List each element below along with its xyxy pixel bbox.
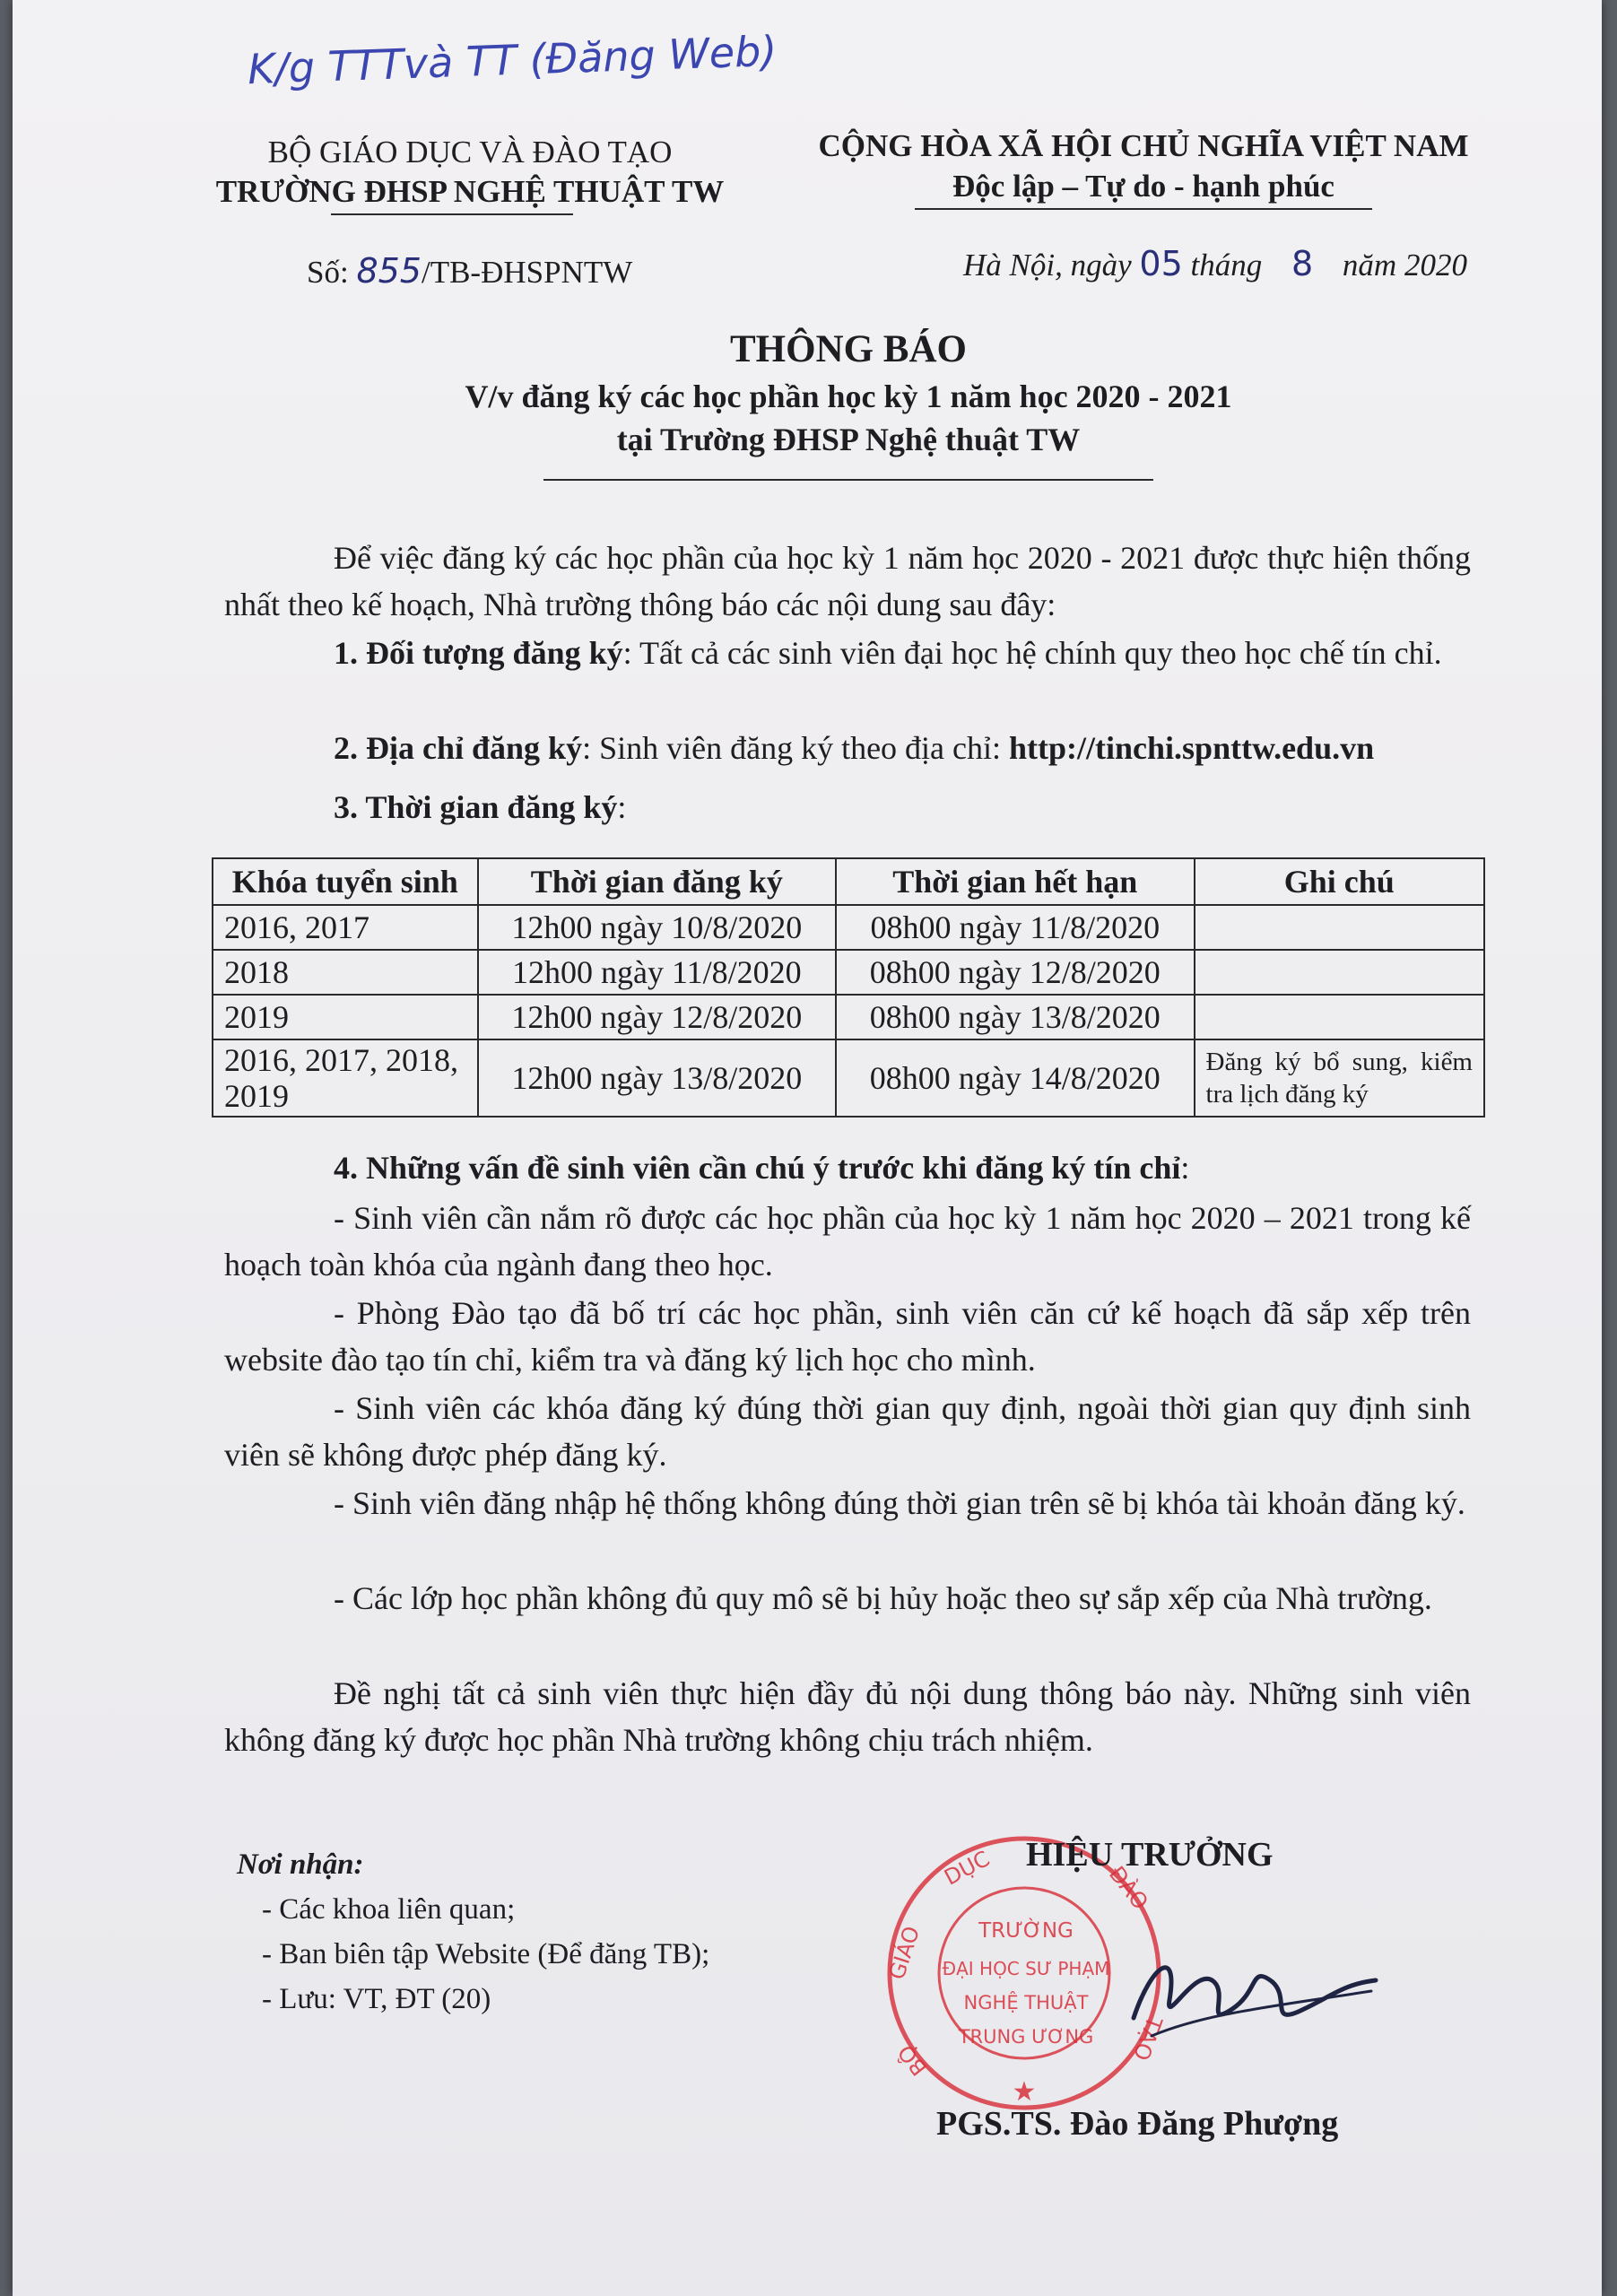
- seal-star-icon: ★: [1012, 2076, 1037, 2108]
- recipients-block: [237, 1842, 709, 2022]
- section-4-item: - Sinh viên cần nắm rõ được các học phần của học kỳ 1 năm học 2020 – 2021 trong kế hoạch toàn khóa của ngành đang theo học.: [224, 1200, 1471, 1283]
- section-3-text: :: [617, 789, 627, 825]
- document-subtitle-1: V/v đăng ký các học phần học kỳ 1 năm học 2020 - 2021: [465, 378, 1232, 414]
- table-header-cell: Khóa tuyển sinh: [213, 858, 478, 905]
- document-number: [307, 251, 632, 291]
- table-header-cell: Thời gian đăng ký: [478, 858, 836, 905]
- intro-paragraph: Để việc đăng ký các học phần của học kỳ 1 năm học 2020 - 2021 được thực hiện thống nhất theo kế hoạch, Nhà trường thông báo các nội dung sau đây:: [224, 540, 1471, 622]
- start-time-cell: 12h00 ngày 10/8/2020: [478, 905, 836, 950]
- seal-ring-top: DỤC: [940, 1846, 995, 1891]
- doc-number-suffix: /TB-ĐHSPNTW: [421, 255, 633, 290]
- section-4-item: - Các lớp học phần không đủ quy mô sẽ bị hủy hoặc theo sự sắp xếp của Nhà trường.: [334, 1580, 1432, 1616]
- section-1-text: : Tất cả các sinh viên đại học hệ chính quy theo học chế tín chỉ.: [622, 635, 1442, 671]
- start-time-cell: 12h00 ngày 13/8/2020: [478, 1039, 836, 1117]
- start-time-cell: 12h00 ngày 12/8/2020: [478, 995, 836, 1039]
- seal-line: TRƯỜNG: [978, 1919, 1074, 1943]
- signer-name: PGS.TS. Đào Đăng Phượng: [936, 2105, 1339, 2143]
- section-3-label: 3. Thời gian đăng ký: [334, 789, 618, 825]
- note-cell: [1195, 995, 1484, 1039]
- registration-schedule-table: [212, 857, 1485, 1118]
- cohort-cell: 2019: [213, 995, 478, 1039]
- seal-line: TRUNG ƯƠNG: [958, 2026, 1094, 2048]
- section-4: [224, 1144, 1471, 1191]
- date-month: 8: [1291, 244, 1314, 283]
- motto-underline: [915, 208, 1372, 210]
- handwritten-signature: [1116, 1928, 1385, 2054]
- doc-number-prefix: Số:: [307, 255, 349, 290]
- section-2-label: 2. Địa chỉ đăng ký: [334, 730, 583, 766]
- section-2: [224, 725, 1471, 771]
- school-name-underline: [331, 213, 573, 215]
- section-4-label: 4. Những vấn đề sinh viên cần chú ý trước khi đăng ký tín chỉ: [334, 1150, 1181, 1186]
- section-4-text: :: [1180, 1150, 1190, 1186]
- end-time-cell: 08h00 ngày 11/8/2020: [836, 905, 1194, 950]
- table-row: [213, 995, 1484, 1039]
- section-4-item: - Sinh viên đăng nhập hệ thống không đúng thời gian trên sẽ bị khóa tài khoản đăng ký.: [334, 1485, 1465, 1521]
- seal-ring-bottom: BỘ: [892, 2039, 933, 2081]
- note-cell: [1195, 905, 1484, 950]
- document-date: [963, 244, 1467, 283]
- end-time-cell: 08h00 ngày 12/8/2020: [836, 950, 1194, 995]
- header-right: [789, 126, 1498, 210]
- section-3: [224, 784, 1471, 831]
- table-row: [213, 905, 1484, 950]
- school-name: TRƯỜNG ĐHSP NGHỆ THUẬT TW: [215, 174, 725, 209]
- seal-ring-right-2: TẠO: [1127, 2013, 1168, 2065]
- seal-line: NGHỆ THUẬT: [963, 1992, 1089, 2013]
- document-subtitle-2: tại Trường ĐHSP Nghệ thuật TW: [616, 422, 1081, 457]
- handwritten-note: K/g TTTvà TT (Đăng Web): [247, 26, 778, 94]
- section-1: [224, 630, 1471, 676]
- date-year: năm 2020: [1342, 248, 1467, 283]
- date-place: Hà Nội, ngày: [963, 248, 1132, 283]
- recipient-item: - Lưu: VT, ĐT (20): [262, 1983, 491, 2015]
- recipient-item: - Các khoa liên quan;: [262, 1893, 516, 1926]
- nation-motto: Độc lập – Tự do - hạnh phúc: [952, 169, 1334, 204]
- ministry-name: BỘ GIÁO DỤC VÀ ĐÀO TẠO: [267, 135, 673, 170]
- recipients-label: Nơi nhận:: [237, 1848, 364, 1881]
- registration-url[interactable]: http://tinchi.spnttw.edu.vn: [1009, 730, 1375, 766]
- section-4-item: - Phòng Đào tạo đã bố trí các học phần, sinh viên căn cứ kế hoạch đã sắp xếp trên website đào tạo tín chỉ, kiểm tra và đăng ký lịch học cho mình.: [224, 1295, 1471, 1378]
- document-title: THÔNG BÁO: [729, 328, 967, 370]
- document-page: [13, 0, 1602, 2296]
- signer-role: HIỆU TRƯỞNG: [1026, 1836, 1274, 1874]
- table-header-cell: Ghi chú: [1195, 858, 1484, 905]
- nation-name: CỘNG HÒA XÃ HỘI CHỦ NGHĨA VIỆT NAM: [818, 128, 1469, 163]
- section-1-label: 1. Đối tượng đăng ký: [334, 635, 623, 671]
- header-left: [183, 133, 757, 215]
- title-divider: [543, 479, 1153, 481]
- end-time-cell: 08h00 ngày 14/8/2020: [836, 1039, 1194, 1117]
- recipient-item: - Ban biên tập Website (Để đăng TB);: [262, 1938, 710, 1970]
- cohort-cell: 2016, 2017, 2018, 2019: [213, 1039, 478, 1117]
- end-time-cell: 08h00 ngày 13/8/2020: [836, 995, 1194, 1039]
- section-4-item: - Sinh viên các khóa đăng ký đúng thời gian quy định, ngoài thời gian quy định sinh viên sẽ không được phép đăng ký.: [224, 1390, 1471, 1473]
- table-row: [213, 1039, 1484, 1117]
- table-header-row: [213, 858, 1484, 905]
- start-time-cell: 12h00 ngày 11/8/2020: [478, 950, 836, 995]
- seal-line: ĐẠI HỌC SƯ PHẠM: [942, 1958, 1110, 1979]
- cohort-cell: 2018: [213, 950, 478, 995]
- note-cell: [1195, 950, 1484, 995]
- title-block: [212, 325, 1485, 481]
- date-month-label: tháng: [1190, 248, 1263, 283]
- section-2-text: : Sinh viên đăng ký theo địa chỉ:: [582, 730, 1010, 766]
- doc-number-value: 855: [356, 251, 422, 291]
- cohort-cell: 2016, 2017: [213, 905, 478, 950]
- note-cell: Đăng ký bổ sung, kiểm tra lịch đăng ký: [1195, 1039, 1484, 1117]
- seal-ring-right: ĐÀO: [1103, 1861, 1153, 1915]
- table-row: [213, 950, 1484, 995]
- closing-paragraph: Đề nghị tất cả sinh viên thực hiện đầy đủ nội dung thông báo này. Những sinh viên không đăng ký được học phần Nhà trường không chịu trách nhiệm.: [224, 1675, 1471, 1758]
- date-day: 05: [1139, 244, 1183, 283]
- seal-ring-left: GIÁO: [883, 1923, 926, 1983]
- table-header-cell: Thời gian hết hạn: [836, 858, 1194, 905]
